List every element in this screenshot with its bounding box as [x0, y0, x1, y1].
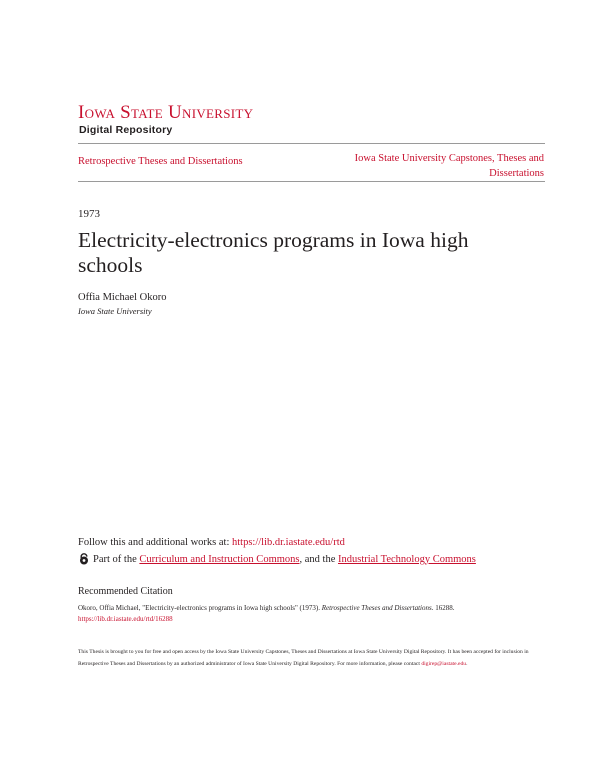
publication-year: 1973: [78, 208, 100, 220]
document-title: Electricity-electronics programs in Iowa high schools: [78, 228, 469, 277]
industrial-technology-commons-link[interactable]: Industrial Technology Commons: [338, 553, 476, 565]
citation-heading: Recommended Citation: [78, 586, 173, 597]
citation-body: [78, 603, 548, 625]
citation-url[interactable]: https://lib.dr.iastate.edu/rtd/16288: [78, 615, 173, 623]
follow-prefix: Follow this and additional works at:: [78, 537, 232, 548]
follow-link[interactable]: https://lib.dr.iastate.edu/rtd: [232, 537, 345, 548]
repository-label: Digital Repository: [79, 124, 173, 136]
part-of-joiner: , and the: [299, 553, 338, 565]
collection-link-retrospective[interactable]: Retrospective Theses and Dissertations: [78, 156, 243, 167]
part-of-line: [78, 553, 476, 565]
access-notice: [78, 647, 548, 670]
part-of-prefix: Part of the: [93, 553, 140, 565]
contact-email-link[interactable]: digirep@iastate.edu: [421, 660, 467, 667]
curriculum-commons-link[interactable]: Curriculum and Instruction Commons: [139, 553, 300, 565]
collection-link-capstones[interactable]: Iowa State University Capstones, Theses and Dissertations: [354, 153, 544, 179]
open-access-icon: [78, 553, 90, 565]
citation-number: . 16288.: [431, 604, 455, 612]
follow-line: [78, 537, 345, 548]
university-logo-name: Iowa State University: [78, 102, 254, 123]
author-affiliation: Iowa State University: [78, 306, 152, 316]
top-divider: [78, 143, 545, 144]
citation-series: Retrospective Theses and Dissertations: [321, 604, 432, 612]
citation-text: Okoro, Offia Michael, "Electricity-electronics programs in Iowa high schools" (1973).: [78, 604, 322, 612]
bottom-divider: [78, 181, 545, 182]
author-name: Offia Michael Okoro: [78, 292, 167, 303]
notice-end: .: [466, 660, 468, 667]
notice-text: This Thesis is brought to you for free and open access by the Iowa State University Capstones, Theses and Dissertations at Iowa State University Digital Repository. It has been accepted for inclusion in Retrospective Theses and Dissertations by an authorized administrator of Iowa State University Digital Repository. For more information, please contact: [78, 649, 529, 667]
